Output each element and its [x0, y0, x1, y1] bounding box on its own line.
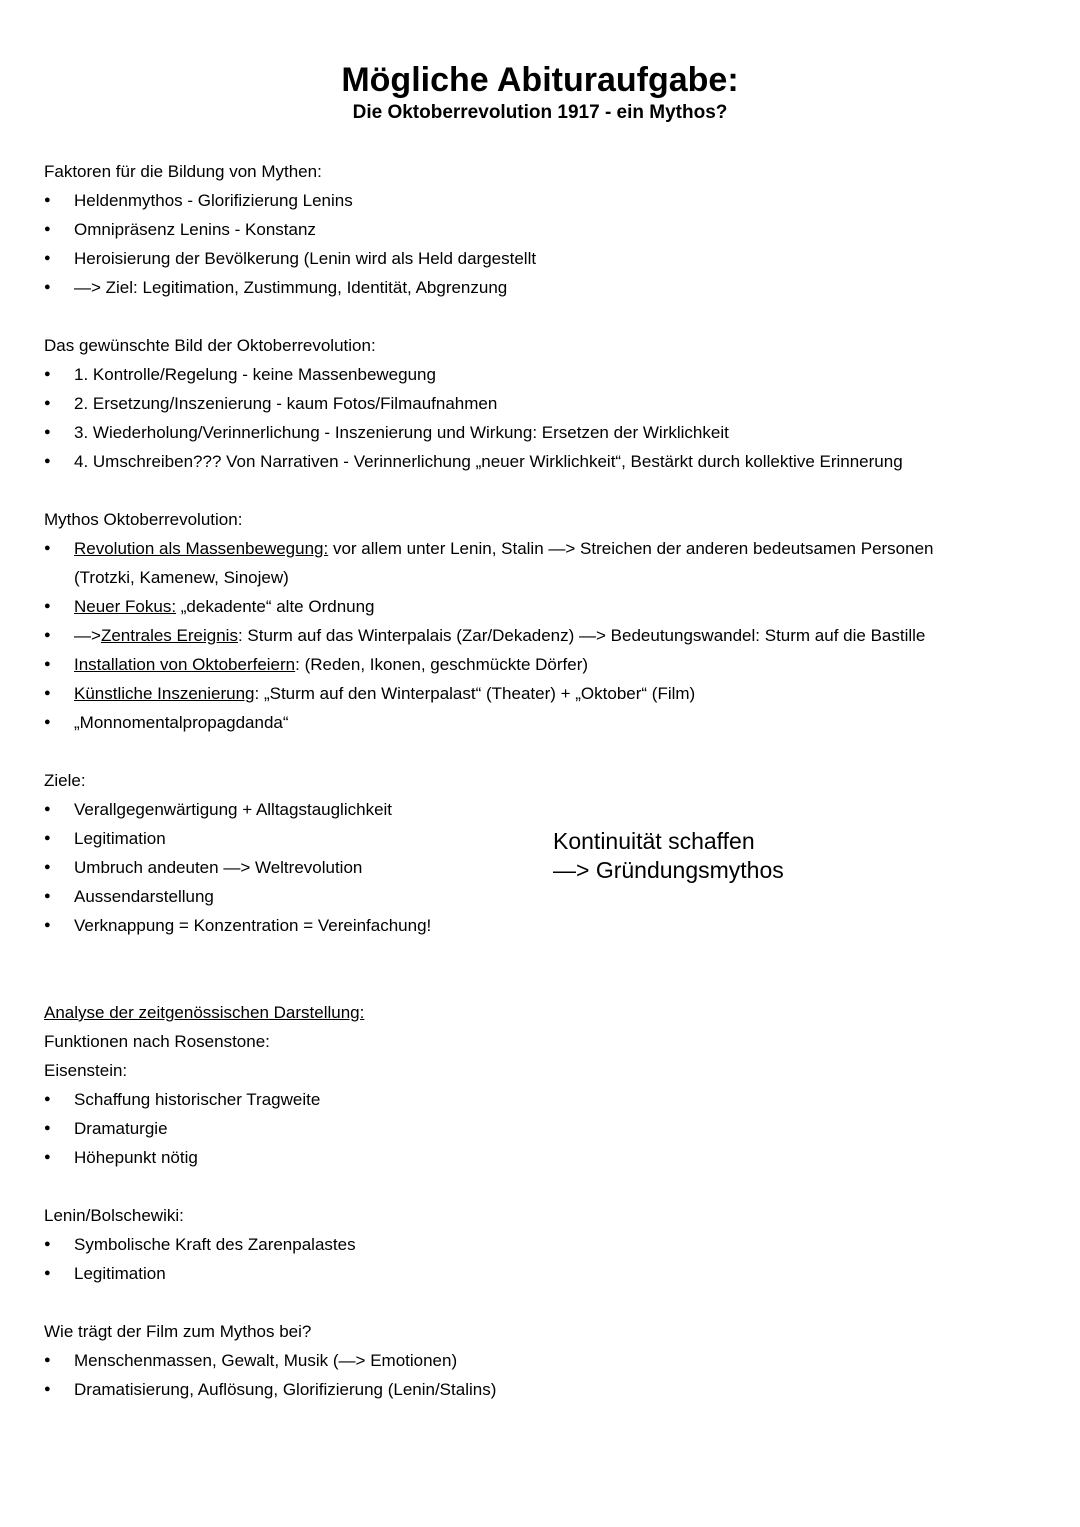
item-text: vor allem unter Lenin, Stalin —> Streichen der anderen bedeutsamen Personen (Trotzki, Kamenew, Sinojew): [74, 539, 934, 587]
section-mythos: [44, 505, 994, 737]
list-item: ● 3. Wiederholung/Verinnerlichung - Inszenierung und Wirkung: Ersetzen der Wirklichkeit: [44, 418, 1004, 447]
item-text: „Monnomentalpropagdanda“: [74, 713, 289, 732]
list-item: ● Verallgegenwärtigung + Alltagstauglichkeit: [44, 795, 524, 824]
section-faktoren: [44, 157, 1004, 302]
underlined-term: Revolution als Massenbewegung:: [74, 539, 329, 558]
underlined-term: Künstliche Inszenierung: [74, 684, 255, 703]
section-heading: Mythos Oktoberrevolution:: [44, 510, 243, 529]
page-subtitle: Die Oktoberrevolution 1917 - ein Mythos?: [352, 102, 728, 123]
page-title: Mögliche Abituraufgabe:: [341, 61, 739, 99]
list-item: ● —> Ziel: Legitimation, Zustimmung, Identität, Abgrenzung: [44, 273, 1004, 302]
analyse-list: [44, 1085, 1004, 1172]
list-item: ● Legitimation: [44, 1259, 1004, 1288]
list-item: ● Dramaturgie: [44, 1114, 1004, 1143]
section-bild: [44, 331, 1004, 476]
side-note: [553, 827, 784, 885]
item-text: „dekadente“ alte Ordnung: [176, 597, 375, 616]
list-item: [44, 708, 994, 737]
item-text: : „Sturm auf den Winterpalast“ (Theater) + „Oktober“ (Film): [254, 684, 696, 703]
list-item: ● Heldenmythos - Glorifizierung Lenins: [44, 186, 1004, 215]
faktoren-list: [44, 186, 1004, 302]
list-item: ● Omnipräsenz Lenins - Konstanz: [44, 215, 1004, 244]
section-subheading: Funktionen nach Rosenstone:: [44, 1032, 270, 1051]
list-item: ● Schaffung historischer Tragweite: [44, 1085, 1004, 1114]
section-ziele: [44, 766, 524, 940]
mythos-list: [44, 534, 994, 737]
underlined-term: Installation von Oktoberfeiern: [74, 655, 296, 674]
list-item: ● 4. Umschreiben??? Von Narrativen - Verinnerlichung „neuer Wirklichkeit“, Bestärkt durch kollektive Erinnerung: [44, 447, 1004, 476]
bild-list: [44, 360, 1004, 476]
list-item: ● Höhepunkt nötig: [44, 1143, 1004, 1172]
section-heading: Wie trägt der Film zum Mythos bei?: [44, 1322, 312, 1341]
section-film: [44, 1317, 1004, 1404]
side-note-line: Kontinuität schaffen: [553, 828, 755, 854]
section-heading: Analyse der zeitgenössischen Darstellung:: [44, 1003, 365, 1022]
list-item: [44, 679, 994, 708]
section-lenin: [44, 1201, 1004, 1288]
list-item: ● Menschenmassen, Gewalt, Musik (—> Emotionen): [44, 1346, 1004, 1375]
list-item: ● Legitimation: [44, 824, 524, 853]
list-item: [44, 534, 994, 592]
side-note-line: —> Gründungsmythos: [553, 857, 784, 883]
list-item: ● Heroisierung der Bevölkerung (Lenin wird als Held dargestellt: [44, 244, 1004, 273]
list-item: ● 2. Ersetzung/Inszenierung - kaum Fotos/Filmaufnahmen: [44, 389, 1004, 418]
underlined-term: Zentrales Ereignis: [100, 626, 238, 645]
section-heading: Ziele:: [44, 771, 86, 790]
list-item: [44, 621, 994, 650]
ziele-list: [44, 795, 524, 940]
item-text: : Sturm auf das Winterpalais (Zar/Dekadenz) —> Bedeutungswandel: Sturm auf die Bastille: [237, 626, 926, 645]
section-heading: Das gewünschte Bild der Oktoberrevolution:: [44, 336, 376, 355]
list-item: ● 1. Kontrolle/Regelung - keine Massenbewegung: [44, 360, 1004, 389]
section-heading: Faktoren für die Bildung von Mythen:: [44, 162, 322, 181]
item-text: : (Reden, Ikonen, geschmückte Dörfer): [295, 655, 589, 674]
list-item: ● Symbolische Kraft des Zarenpalastes: [44, 1230, 1004, 1259]
list-item: ● Dramatisierung, Auflösung, Glorifizierung (Lenin/Stalins): [44, 1375, 1004, 1404]
section-heading: Lenin/Bolschewiki:: [44, 1206, 184, 1225]
film-list: [44, 1346, 1004, 1404]
section-subheading: Eisenstein:: [44, 1061, 128, 1080]
lenin-list: [44, 1230, 1004, 1288]
list-item: ● Aussendarstellung: [44, 882, 524, 911]
list-item: [44, 650, 994, 679]
list-item: ● Verknappung = Konzentration = Vereinfachung!: [44, 911, 524, 940]
list-item: [44, 592, 994, 621]
list-item: ● Umbruch andeuten —> Weltrevolution: [44, 853, 524, 882]
underlined-term: Neuer Fokus:: [74, 597, 177, 616]
arrow-prefix: —>: [74, 626, 101, 645]
section-analyse: [44, 998, 1004, 1172]
